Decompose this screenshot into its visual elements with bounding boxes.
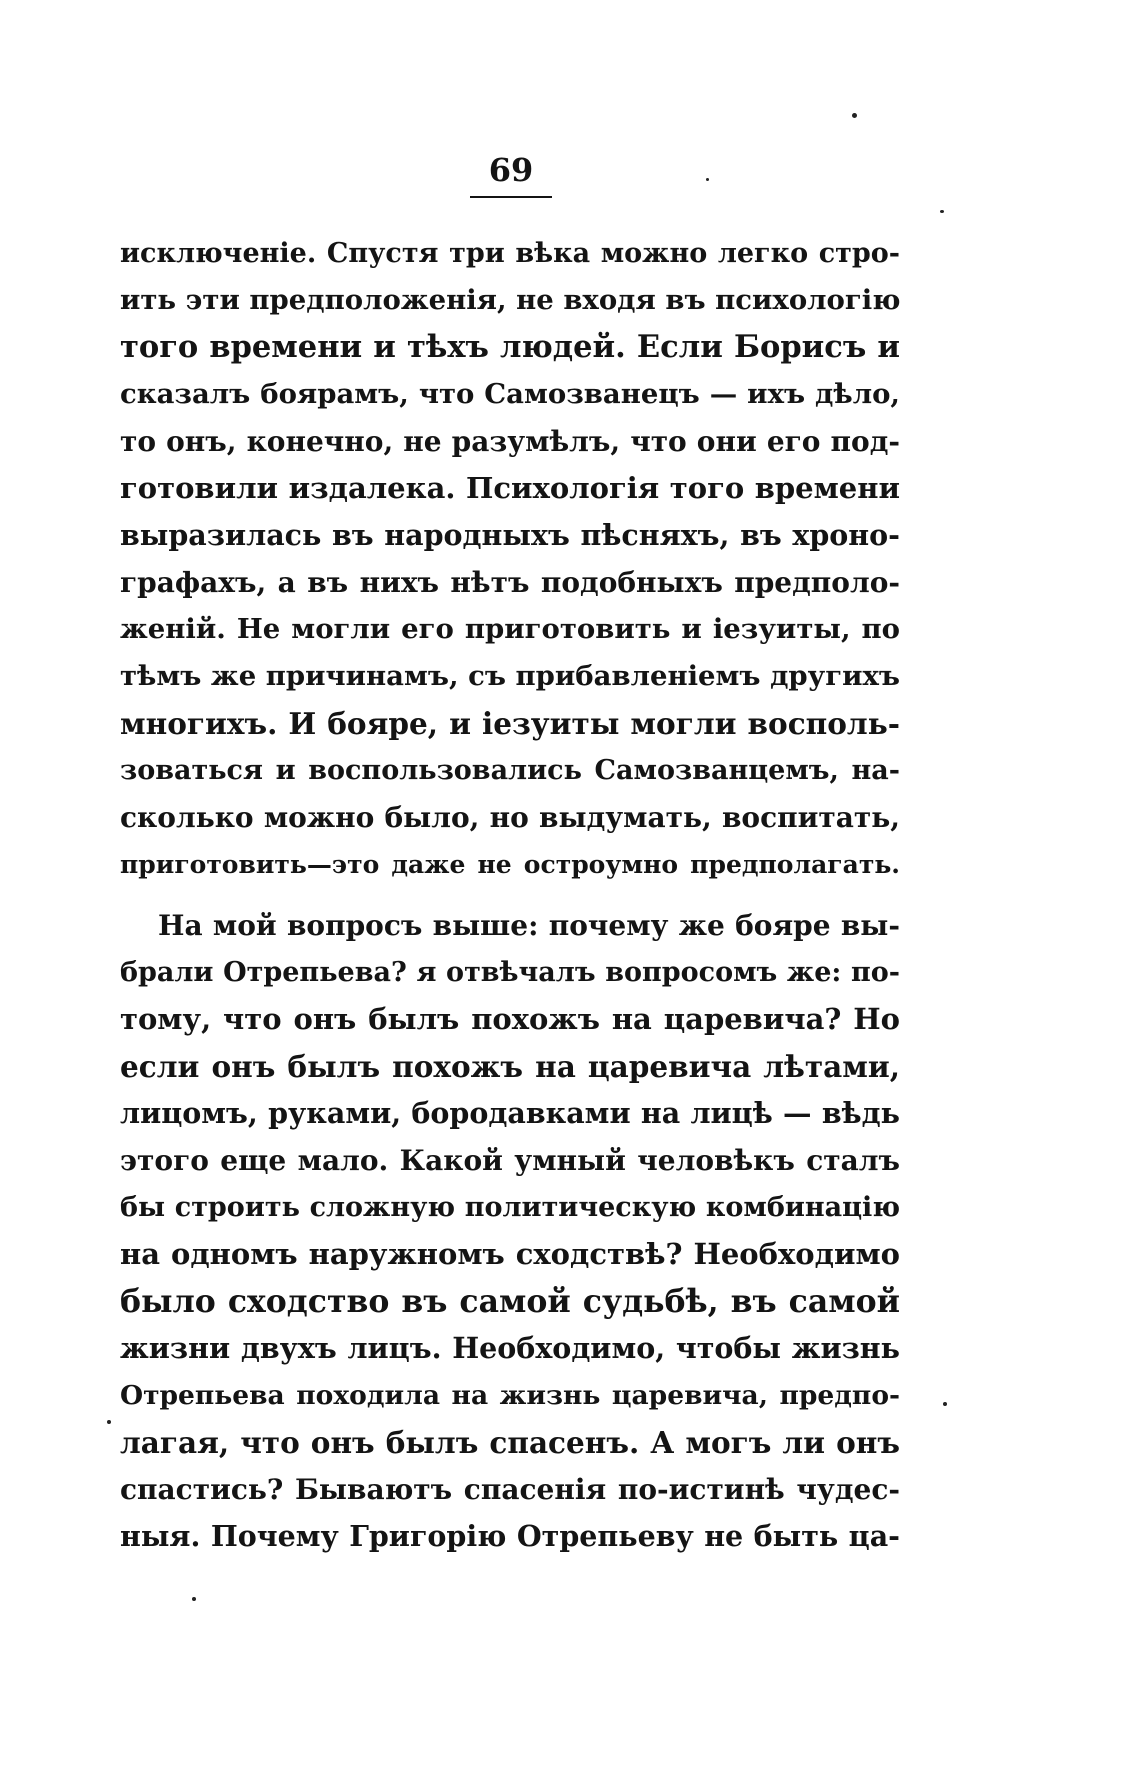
text-line: бы строить сложную политическую комбинацію (120, 1192, 900, 1223)
scan-speck (943, 1402, 947, 1406)
paragraph-1 (120, 230, 900, 888)
text-line: было сходство въ самой судьбѣ, въ самой (120, 1283, 900, 1320)
text-line: На мой вопросъ выше: почему же бояре вы- (158, 909, 900, 942)
text-line: готовили издалека. Психологія того времени (120, 471, 900, 505)
text-line: этого еще мало. Какой умный человѣкъ сталъ (120, 1144, 900, 1177)
text-line: лицомъ, руками, бородавками на лицѣ — вѣдь (120, 1096, 900, 1130)
text-line: ить эти предположенія, не входя въ психологію (120, 284, 900, 316)
paragraph-2 (120, 902, 900, 1560)
text-line: спастись? Бываютъ спасенія по-истинѣ чудес- (120, 1473, 900, 1506)
page-number: 69 (488, 151, 534, 189)
scan-speck (852, 113, 857, 118)
text-line: зоваться и воспользовались Самозванцемъ, на- (120, 755, 900, 786)
paragraph-gap (120, 888, 900, 902)
text-line: жизни двухъ лицъ. Необходимо, чтобы жизнь (120, 1331, 900, 1365)
scan-speck (107, 1420, 111, 1424)
text-line: исключеніе. Спустя три вѣка можно легко стро- (120, 238, 900, 269)
text-line: многихъ. И бояре, и іезуиты могли восполь- (120, 706, 900, 741)
text-line: выразилась въ народныхъ пѣсняхъ, въ хроно- (120, 518, 900, 552)
text-line: брали Отрепьева? я отвѣчалъ вопросомъ же: по- (120, 957, 900, 988)
text-line: того времени и тѣхъ людей. Если Борисъ и (120, 329, 900, 365)
text-line: тому, что онъ былъ похожъ на царевича? Но (120, 1002, 900, 1036)
text-line: то онъ, конечно, не разумѣлъ, что они его под- (120, 425, 900, 458)
scan-speck (940, 210, 944, 213)
text-line: женій. Не могли его приготовить и іезуиты, по (120, 613, 900, 645)
text-line: приготовить—это даже не остроумно предполагать. (120, 850, 900, 879)
text-line: сколько можно было, но выдумать, воспитать, (120, 801, 900, 834)
text-line: если онъ былъ похожъ на царевича лѣтами, (120, 1049, 900, 1084)
text-line: сказалъ боярамъ, что Самозванецъ — ихъ дѣло, (120, 378, 900, 410)
scan-speck (192, 1597, 196, 1601)
text-line: тѣмъ же причинамъ, съ прибавленіемъ другихъ (120, 660, 900, 692)
text-line: Отрепьева походила на жизнь царевича, предпо- (120, 1380, 900, 1411)
page-number-rule (470, 196, 552, 198)
text-line: лагая, что онъ былъ спасенъ. А могъ ли онъ (120, 1425, 900, 1460)
text-line: на одномъ наружномъ сходствѣ? Необходимо (120, 1237, 900, 1271)
text-line: ныя. Почему Григорію Отрепьеву не быть ца- (120, 1519, 900, 1553)
scan-speck (706, 178, 709, 181)
body-text (120, 230, 900, 1560)
text-line: графахъ, а въ нихъ нѣтъ подобныхъ предполо- (120, 566, 900, 599)
